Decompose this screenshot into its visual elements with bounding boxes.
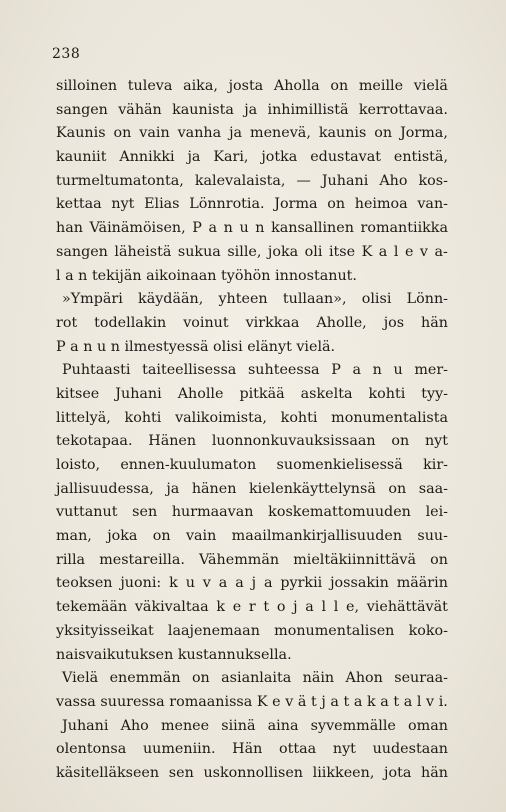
word: Vähemmän <box>199 551 280 568</box>
word: laajenemaan <box>167 622 260 639</box>
word: P <box>331 362 341 379</box>
line-text: naisvaikutuksen kustannuksella. <box>56 646 292 663</box>
word: e <box>232 599 242 616</box>
word: käydään, <box>138 291 204 308</box>
word: mieltäkiinnittävä <box>293 551 417 568</box>
word: virkkaa <box>245 314 300 331</box>
word: tyy- <box>421 385 448 402</box>
word: pyrkii <box>280 575 323 592</box>
word: kauniit <box>56 149 107 166</box>
text-line <box>56 244 448 268</box>
word: suhteessa <box>247 362 320 379</box>
word: ja <box>244 101 258 118</box>
text-line <box>56 78 448 102</box>
word: i. <box>438 693 448 710</box>
word: Juhani <box>62 717 109 734</box>
word: juoni: <box>120 575 162 592</box>
word: P <box>192 220 202 237</box>
word: u <box>239 220 249 237</box>
word: kohti <box>368 385 406 402</box>
word: viehättävät <box>366 599 448 616</box>
body-text <box>56 78 448 789</box>
word: joka <box>107 528 138 545</box>
word: Hänen <box>148 433 197 450</box>
word: Aholle <box>177 385 224 402</box>
word: vähän <box>118 101 162 118</box>
word: n <box>372 362 382 379</box>
word: oli <box>304 243 323 260</box>
word: nyt <box>332 741 356 758</box>
word: u <box>393 362 403 379</box>
word: l <box>333 599 339 616</box>
word: van- <box>417 196 448 213</box>
word: j <box>251 575 257 592</box>
word: Aholla <box>273 78 320 94</box>
word: olentonsa <box>56 741 127 758</box>
text-line <box>56 102 448 126</box>
word: monumentalista <box>331 409 448 426</box>
word: Elias <box>144 196 180 213</box>
word: on <box>374 125 393 142</box>
word: meille <box>358 78 404 94</box>
word: heimoa <box>354 196 408 213</box>
word: nyt <box>111 196 135 213</box>
word: pitkää <box>239 385 285 402</box>
word: e <box>404 243 414 260</box>
word: teoksen <box>56 575 113 592</box>
word: e <box>272 693 281 710</box>
word: aina <box>267 717 299 734</box>
word: a <box>378 243 388 260</box>
word: rilla <box>56 551 86 568</box>
word: t <box>263 599 270 616</box>
word: hän <box>421 314 448 331</box>
word: ja <box>187 149 201 166</box>
word: saa- <box>418 480 448 497</box>
word: nyt <box>424 433 448 450</box>
word: Juhani <box>115 385 162 402</box>
word: — <box>296 172 311 189</box>
word: a <box>263 575 273 592</box>
word: j <box>321 693 326 710</box>
text-line <box>56 623 448 647</box>
word: romantiikka <box>360 220 448 237</box>
text-line <box>56 765 448 789</box>
word: jossakin <box>330 575 389 592</box>
word: luonnonkuvauksissaan <box>211 433 376 450</box>
word: aika, <box>183 78 218 94</box>
word: jallisuudessa, <box>56 480 154 497</box>
word: vielä <box>413 78 448 94</box>
text-line <box>56 433 448 457</box>
word: kansallinen <box>271 220 354 237</box>
word: littelyä, <box>56 409 111 426</box>
word: rot <box>56 314 78 331</box>
word: ä <box>297 693 307 710</box>
text-line <box>56 315 448 339</box>
word: t <box>393 693 400 710</box>
word: todellakin <box>94 314 167 331</box>
word: a <box>380 693 389 710</box>
word: Hän <box>232 741 263 758</box>
word: a <box>305 599 314 616</box>
text-line <box>56 528 448 552</box>
line-text: P a n u n ilmestyessä olisi elänyt vielä. <box>56 338 336 355</box>
word: mer- <box>414 362 448 379</box>
word: t <box>343 693 350 710</box>
word: n <box>255 220 265 237</box>
word: askelta <box>300 385 353 402</box>
word: tekotapaa. <box>56 433 133 450</box>
text-line <box>56 647 448 671</box>
word: a <box>353 693 363 710</box>
text-line <box>56 670 448 694</box>
word: joka <box>267 243 299 260</box>
word: syvemmälle <box>310 717 396 734</box>
word: taiteellisessa <box>142 362 237 379</box>
word: K <box>361 243 373 260</box>
word: käsitelläkseen <box>56 764 160 781</box>
word: menevä, <box>250 125 311 142</box>
word: vain <box>185 528 217 545</box>
text-line <box>56 457 448 481</box>
text-line <box>56 481 448 505</box>
word: kos- <box>418 172 448 189</box>
word: Juhani <box>321 172 369 189</box>
word: enemmän <box>109 670 181 687</box>
word: Annikki <box>119 149 175 166</box>
word: läheistä <box>114 243 172 260</box>
word: a <box>208 220 218 237</box>
word: u <box>185 575 195 592</box>
word: n <box>223 220 233 237</box>
word: han <box>56 220 83 237</box>
word: v <box>285 693 294 710</box>
word: e, <box>346 599 360 616</box>
word: kaunis <box>318 125 367 142</box>
word: itse <box>328 243 356 260</box>
text-line <box>56 741 448 765</box>
text-line <box>56 173 448 197</box>
word: turmeltumatonta, <box>56 172 184 189</box>
text-line <box>56 291 448 315</box>
word: Puhtaasti <box>62 362 131 379</box>
word: Jorma <box>274 196 318 213</box>
text-line <box>56 268 448 292</box>
word: Kaunis <box>56 125 106 142</box>
word: k <box>169 575 178 592</box>
word: on <box>388 480 407 497</box>
word: Kari, <box>213 149 249 166</box>
text-line <box>56 694 448 718</box>
word: asianlaita <box>221 670 292 687</box>
word: kettaa <box>56 196 102 213</box>
word: a <box>352 362 361 379</box>
word: l <box>393 243 399 260</box>
word: man, <box>56 528 92 545</box>
word: l <box>416 693 422 710</box>
word: liikkeen, <box>312 764 375 781</box>
word: o <box>276 599 286 616</box>
word: vuttanut <box>56 504 118 521</box>
word: mestareilla. <box>99 551 185 568</box>
word: romaanissa <box>169 693 253 710</box>
word: l <box>321 599 327 616</box>
word: sen <box>132 504 158 521</box>
word: kielenkäyttelynsä <box>248 480 376 497</box>
word: kalevalaista, <box>194 172 286 189</box>
word: j <box>293 599 298 616</box>
word: ja <box>229 125 243 142</box>
word: Lönnrotia. <box>189 196 265 213</box>
word: v <box>426 693 435 710</box>
text-line <box>56 410 448 434</box>
word: kitsee <box>56 385 100 402</box>
word: k <box>366 693 376 710</box>
word: tekemään <box>56 599 128 616</box>
word: on <box>327 196 346 213</box>
word: a <box>330 693 339 710</box>
word: on <box>391 433 410 450</box>
word: on <box>191 670 210 687</box>
word: menee <box>160 717 210 734</box>
word: on <box>430 551 448 568</box>
word: K <box>256 693 268 710</box>
text-line <box>56 599 448 623</box>
word: Lönn- <box>406 291 448 308</box>
word: jos <box>383 314 405 331</box>
word: Aho <box>379 172 408 189</box>
word: suuressa <box>100 693 165 710</box>
word: sukua <box>177 243 221 260</box>
text-line <box>56 220 448 244</box>
word: maailmankirjallisuuden <box>231 528 403 545</box>
word: Vielä <box>62 670 99 687</box>
word: Jorma, <box>400 125 448 142</box>
word: kerrottavaa. <box>358 101 448 118</box>
word: väkivaltaa <box>134 599 209 616</box>
word: vanha <box>177 125 222 142</box>
word: v <box>202 575 211 592</box>
word: on <box>330 78 349 94</box>
word: Väinämöisen, <box>89 220 186 237</box>
word: on <box>152 528 171 545</box>
word: yhteen <box>218 291 268 308</box>
word: voinut <box>183 314 229 331</box>
word: suu- <box>417 528 448 545</box>
word: hurmaavan <box>171 504 254 521</box>
word: kaunista <box>172 101 234 118</box>
word: »Ympäri <box>62 291 123 308</box>
word: josta <box>228 78 264 94</box>
word: v <box>419 243 428 260</box>
word: valikoimista, <box>175 409 267 426</box>
word: vassa <box>56 693 96 710</box>
word: olisi <box>361 291 392 308</box>
text-line <box>56 575 448 599</box>
word: ja <box>166 480 180 497</box>
word: ennen-kuulumaton <box>120 457 257 473</box>
text-line <box>56 552 448 576</box>
word: tullaan», <box>282 291 347 308</box>
word: jotka <box>261 149 298 166</box>
word: kir- <box>423 457 448 473</box>
word: t <box>311 693 317 710</box>
word: sen <box>168 764 194 781</box>
word: a <box>403 693 413 710</box>
word: a- <box>434 243 448 260</box>
word: Ahon <box>345 670 383 687</box>
word: kohti <box>280 409 318 426</box>
text-line <box>56 125 448 149</box>
word: sille, <box>227 243 262 260</box>
word: oman <box>408 717 448 734</box>
word: sangen <box>56 101 108 118</box>
word: yksityisseikat <box>56 622 154 639</box>
page-number: 238 <box>52 46 81 62</box>
word: vain <box>139 125 170 142</box>
text-line <box>56 149 448 173</box>
word: sangen <box>56 243 108 260</box>
word: seuraa- <box>394 670 448 687</box>
word: jota <box>384 764 412 781</box>
word: näin <box>302 670 335 687</box>
word: a <box>235 575 244 592</box>
word: k <box>216 599 226 616</box>
text-line <box>56 339 448 363</box>
text-line <box>56 362 448 386</box>
word: suomenkielisessä <box>276 457 403 473</box>
word: koskemattomuuden <box>268 504 411 521</box>
word: monumentalisen <box>274 622 395 639</box>
word: a <box>218 575 228 592</box>
word: Aholle, <box>316 314 367 331</box>
word: uskonnollisen <box>203 764 303 781</box>
text-line <box>56 718 448 742</box>
word: uudestaan <box>372 741 448 758</box>
line-text: l a n tekijän aikoinaan työhön innostanut. <box>56 267 357 284</box>
word: r <box>248 599 256 616</box>
word: kohti <box>124 409 162 426</box>
text-line <box>56 504 448 528</box>
text-line <box>56 386 448 410</box>
word: silloinen <box>56 78 118 94</box>
word: Aho <box>120 717 149 734</box>
word: hän <box>421 764 448 781</box>
word: edustavat <box>310 149 381 166</box>
text-line <box>56 196 448 220</box>
word: on <box>113 125 132 142</box>
word: tuleva <box>127 78 173 94</box>
word: loisto, <box>56 457 100 473</box>
word: entistä, <box>393 149 448 166</box>
word: määrin <box>396 575 448 592</box>
word: koko- <box>408 622 448 639</box>
word: siinä <box>221 717 256 734</box>
word: lei- <box>425 504 448 521</box>
word: hänen <box>191 480 237 497</box>
word: ottaa <box>279 741 317 758</box>
word: inhimillistä <box>267 101 349 118</box>
word: uumeniin. <box>142 741 216 758</box>
